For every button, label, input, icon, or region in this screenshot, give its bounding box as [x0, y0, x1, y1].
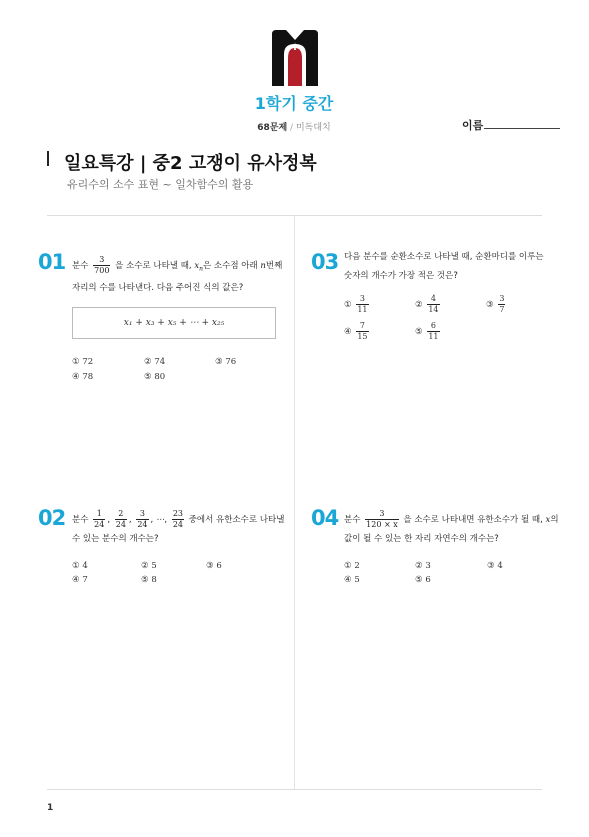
- question-01-line-2: 자리의 수를 나타낸다. 다음 주어진 식의 값은?: [72, 282, 244, 293]
- answer-option[interactable]: ① $\frac{3}{11}$: [344, 294, 368, 314]
- page-number: 1: [47, 803, 54, 813]
- page-subtitle: 유리수의 소수 표현 ~ 일차함수의 활용: [67, 178, 254, 191]
- answer-option[interactable]: ⑤ 6: [415, 575, 431, 585]
- exam-badge: 1학기 중간: [254, 94, 334, 113]
- question-02-text: [72, 509, 287, 549]
- answer-option[interactable]: ① 72: [72, 357, 94, 367]
- fraction: $\frac{2}{24}$: [115, 509, 126, 529]
- answer-option[interactable]: ④ 78: [72, 372, 94, 382]
- question-number-01: 01: [38, 250, 66, 274]
- question-03-line-1: 다음 분수를 순환소수로 나타낼 때, 순환마디를 이루는: [344, 252, 544, 262]
- bottom-divider: [47, 789, 542, 790]
- fraction: $\frac{3}{24}$: [137, 509, 148, 529]
- meta-separator: /: [290, 123, 294, 133]
- question-01-text: [72, 255, 287, 298]
- question-number-02: 02: [38, 506, 66, 530]
- publisher-logo: [268, 28, 322, 88]
- answer-option[interactable]: ⑤ 80: [144, 372, 166, 382]
- question-number-03: 03: [311, 250, 339, 274]
- answer-option[interactable]: ① 4: [72, 561, 88, 571]
- question-01-expression-box: x₁ + x₃ + x₅ + ⋯ + x₂₅: [72, 307, 276, 339]
- answer-option[interactable]: ③ 4: [487, 561, 503, 571]
- answer-option[interactable]: ② 74: [144, 357, 166, 367]
- answer-option[interactable]: ② $\frac{4}{14}$: [415, 294, 439, 314]
- question-02-line-2: 수 있는 분수의 개수는?: [72, 534, 159, 544]
- exam-meta: [230, 120, 358, 133]
- name-label: 이름: [462, 119, 484, 132]
- question-01-line-1: 분수 $\frac{3}{700}$ 을 소수로 나타낼 때, $x_n$은 소수점 아래 n번째: [72, 255, 283, 275]
- answer-option[interactable]: ⑤ $\frac{6}{11}$: [415, 321, 439, 341]
- question-04-line-2: 값이 될 수 있는 한 자리 자연수의 개수는?: [344, 534, 499, 544]
- column-divider: [294, 216, 295, 789]
- question-03-line-2: 숫자의 개수가 가장 적은 것은?: [344, 271, 458, 281]
- name-field-line[interactable]: [484, 128, 560, 129]
- answer-option[interactable]: ⑤ 8: [141, 575, 157, 585]
- question-03-text: [344, 248, 554, 286]
- answer-option[interactable]: ③ 6: [206, 561, 222, 571]
- answer-option[interactable]: ④ 5: [344, 575, 360, 585]
- answer-option[interactable]: ④ $\frac{7}{15}$: [344, 321, 368, 341]
- answer-option[interactable]: ① 2: [344, 561, 360, 571]
- question-number-04: 04: [311, 506, 339, 530]
- question-count: 68문제: [257, 123, 288, 133]
- answer-option[interactable]: ② 5: [141, 561, 157, 571]
- page-title: 일요특강 | 중2 고쟁이 유사정복: [64, 153, 317, 174]
- answer-option[interactable]: ③ 76: [215, 357, 237, 367]
- answer-option[interactable]: ③ $\frac{3}{7}$: [486, 294, 505, 314]
- fraction: $\frac{3}{700}$: [94, 255, 110, 275]
- answer-option[interactable]: ② 3: [415, 561, 431, 571]
- author-label: 미독대치: [295, 123, 331, 133]
- fraction: $\frac{1}{24}$: [94, 509, 105, 529]
- question-04-line-1: 분수 $\frac{3}{120 \times x}$ 을 소수로 나타내면 유한소수가 될 때, x의: [344, 509, 559, 529]
- question-02-line-1: 분수 $\frac{1}{24}$ , $\frac{2}{24}$ , $\frac{3}{24}$ , ⋯, $\frac{23}{24}$ 중에서 유한소수로 나타낼: [72, 509, 285, 529]
- fraction: $\frac{23}{24}$: [172, 509, 184, 529]
- fraction: $\frac{3}{120 \times x}$: [366, 509, 398, 529]
- title-accent-bar: [47, 151, 49, 166]
- answer-option[interactable]: ④ 7: [72, 575, 88, 585]
- question-04-text: [344, 509, 559, 549]
